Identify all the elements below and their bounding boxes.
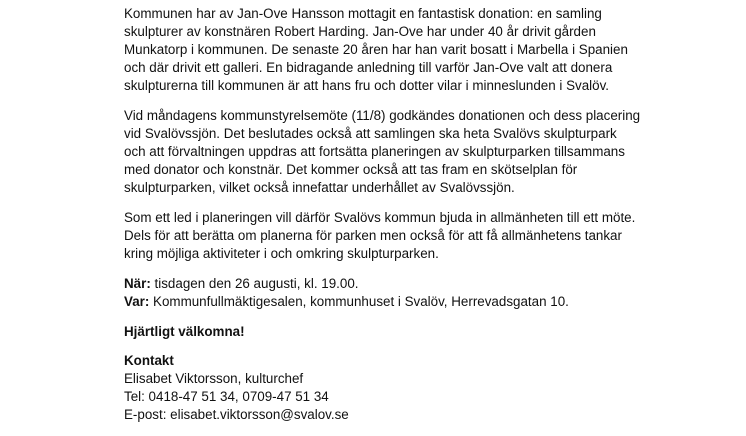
text-line: och där drivit ett galleri. En bidragande anledning till varför Jan-Ove valt att donera: [124, 60, 613, 75]
meeting-where-label: Var:: [124, 294, 150, 309]
paragraph-invitation: [124, 209, 724, 263]
text-line: kring möjliga aktiviteter i och omkring skulpturparken.: [124, 246, 439, 261]
paragraph-donation: [124, 5, 724, 95]
text-line: vid Svalövssjön. Det beslutades också att samlingen ska heta Svalövs skulpturpark: [124, 126, 617, 141]
press-release-body: [124, 5, 724, 436]
text-line: skulpturerna till kommunen är att hans fru och dotter vilar i minneslunden i Svalöv.: [124, 78, 610, 93]
paragraph-decision: [124, 107, 724, 197]
text-line: Munkatorp i kommunen. De senaste 20 åren har han varit bosatt i Marbella i Spanien: [124, 42, 628, 57]
welcome-text: Hjärtligt välkomna!: [124, 324, 245, 339]
meeting-when: [124, 275, 724, 293]
contact-heading: Kontakt: [124, 353, 174, 368]
meeting-when-value: tisdagen den 26 augusti, kl. 19.00.: [154, 276, 359, 291]
contact-name: Elisabet Viktorsson, kulturchef: [124, 371, 304, 386]
text-line: Som ett led i planeringen vill därför Svalövs kommun bjuda in allmänheten till ett möte.: [124, 210, 636, 225]
meeting-details: [124, 275, 724, 311]
meeting-when-label: När:: [124, 276, 151, 291]
contact-phone: Tel: 0418-47 51 34, 0709-47 51 34: [124, 389, 329, 404]
text-line: Vid måndagens kommunstyrelsemöte (11/8) godkändes donationen och dess placering: [124, 108, 641, 123]
meeting-where: [124, 293, 724, 311]
contact-email[interactable]: E-post: elisabet.viktorsson@svalov.se: [124, 407, 349, 422]
meeting-where-value: Kommunfullmäktigesalen, kommunhuset i Svalöv, Herrevadsgatan 10.: [153, 294, 569, 309]
text-line: Dels för att berätta om planerna för parken men också för att få allmänhetens tankar: [124, 228, 622, 243]
welcome-section: [124, 323, 724, 341]
contact-section: [124, 352, 724, 424]
text-line: med donator och konstnär. Det kommer också att tas fram en skötselplan för: [124, 162, 578, 177]
text-line: skulpturparken, vilket också innefattar underhållet av Svalövssjön.: [124, 180, 515, 195]
text-line: skulpturer av konstnären Robert Harding. Jan-Ove har under 40 år drivit gården: [124, 24, 596, 39]
text-line: och att förvaltningen uppdras att fortsätta planeringen av skulpturparken tillsammans: [124, 144, 625, 159]
text-line: Kommunen har av Jan-Ove Hansson mottagit en fantastisk donation: en samling: [124, 6, 602, 21]
